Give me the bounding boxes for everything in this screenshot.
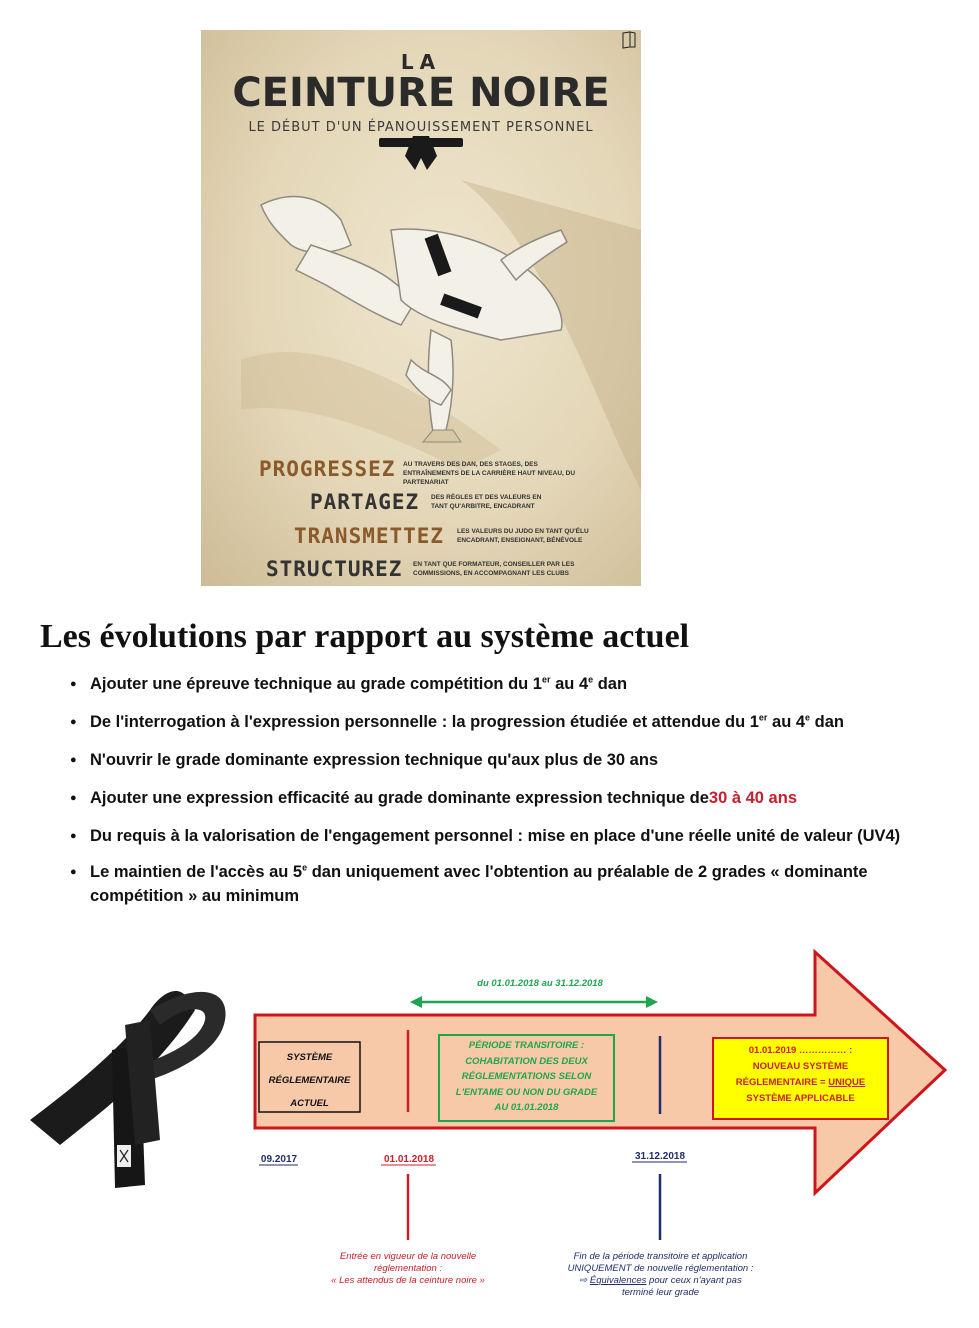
current-system-line: ACTUEL — [290, 1098, 329, 1109]
poster-desc-partagez: DES RÈGLES ET DES VALEURS EN TANT QU'ARBITRE, ENCADRANT — [431, 494, 542, 510]
current-system-line: SYSTÈME — [286, 1052, 333, 1063]
poster-desc-structurez: EN TANT QUE FORMATEUR, CONSEILLER PAR LES COMMISSIONS, EN ACCOMPAGNANT LES CLUBS — [413, 561, 575, 577]
transition-line: RÉGLEMENTATIONS SELON — [461, 1071, 592, 1082]
bullet-text: dan — [593, 675, 628, 693]
caption-line: Entrée en vigueur de la nouvelle — [339, 1251, 477, 1262]
list-item — [70, 710, 930, 734]
poster-word-structurez: STRUCTUREZ — [266, 557, 403, 581]
new-system-unique: UNIQUE — [828, 1077, 866, 1088]
bullet-text: dan — [810, 713, 844, 731]
superscript: er — [758, 712, 768, 723]
poster-word-transmettez: TRANSMETTEZ — [294, 524, 445, 548]
new-system-label — [713, 1043, 888, 1107]
caption-line: réglementation : — [373, 1263, 443, 1274]
bullet-text: Du requis à la valorisation de l'engagement personnel : mise en place d'une réelle unité de valeur (UV4) — [90, 827, 901, 845]
bullet-text: Ajouter une épreuve technique au grade compétition du 1 — [90, 675, 542, 693]
arrow-icon: ⇨ — [579, 1275, 590, 1286]
poster-title: CEINTURE NOIRE — [232, 70, 610, 116]
poster-word-progressez: PROGRESSEZ — [259, 457, 396, 481]
poster-desc-progressez: AU TRAVERS DES DAN, DES STAGES, DES ENTRAÎNEMENTS DE LA CARRIÈRE HAUT NIVEAU, DU PARTENARIAT — [403, 461, 576, 486]
bullet-text: au 4 — [767, 713, 806, 731]
transition-line: COHABITATION DES DEUX — [465, 1055, 588, 1067]
superscript: e — [302, 862, 308, 873]
new-system-line — [713, 1075, 888, 1091]
list-item — [70, 824, 930, 848]
new-system-text: RÉGLEMENTAIRE = — [735, 1077, 829, 1088]
caption-text: pour ceux n'ayant pas — [646, 1275, 742, 1286]
transition-line: PÉRIODE TRANSITOIRE : — [468, 1040, 585, 1051]
new-system-line: SYSTÈME APPLICABLE — [746, 1093, 855, 1104]
current-system-line: RÉGLEMENTAIRE — [268, 1075, 351, 1086]
transition-range-arrow — [410, 996, 658, 1008]
bullet-text: De l'interrogation à l'expression personnelle : la progression étudiée et attendue du 1 — [90, 713, 759, 731]
superscript: e — [588, 674, 594, 685]
new-system-line: NOUVEAU SYSTÈME — [752, 1061, 849, 1072]
list-item — [70, 748, 930, 772]
caption-equivalences: Équivalences — [589, 1275, 647, 1286]
bullet-text: Ajouter une expression efficacité au grade dominante expression technique de — [90, 789, 709, 807]
poster-image — [201, 30, 641, 586]
current-system-label — [259, 1046, 360, 1115]
superscript: er — [542, 674, 551, 685]
belt-knot-icon — [379, 136, 463, 170]
bullet-text: Le maintien de l'accès au 5 — [90, 863, 303, 881]
poster-subtitle: LE DÉBUT D'UN ÉPANOUISSEMENT PERSONNEL — [248, 120, 594, 135]
list-item — [70, 786, 930, 810]
bullet-text: dan uniquement avec l'obtention au préalable de 2 grades « dominante compétition » au minimum — [90, 863, 868, 905]
caption-new-rules — [308, 1251, 508, 1287]
bullet-text: au 4 — [550, 675, 589, 693]
black-belt-image — [30, 991, 226, 1188]
poster-la: LA — [400, 50, 442, 74]
highlight-age-range: 30 à 40 ans — [708, 789, 797, 807]
transition-range-label: du 01.01.2018 au 31.12.2018 — [477, 978, 603, 989]
section-heading: Les évolutions par rapport au système actuel — [40, 618, 690, 655]
transition-period-label — [439, 1038, 614, 1116]
caption-line: « Les attendus de la ceinture noire » — [331, 1275, 485, 1286]
caption-line: UNIQUEMENT de nouvelle réglementation : — [567, 1263, 754, 1274]
caption-line — [548, 1275, 773, 1287]
superscript: e — [805, 712, 811, 723]
caption-line: Fin de la période transitoire et application — [573, 1251, 748, 1262]
bullet-text: N'ouvrir le grade dominante expression technique qu'aux plus de 30 ans — [90, 751, 659, 769]
list-item — [70, 860, 930, 908]
transition-line: L'ENTAME OU NON DU GRADE — [455, 1086, 598, 1098]
caption-line: terminé leur grade — [621, 1287, 700, 1298]
poster-word-partagez: PARTAGEZ — [310, 490, 420, 514]
page-icon — [622, 31, 636, 49]
date-2018-start: 01.01.2018 — [383, 1154, 435, 1165]
transition-line: AU 01.01.2018 — [494, 1102, 559, 1113]
evolution-list — [70, 672, 930, 922]
poster-desc-transmettez: LES VALEURS DU JUDO EN TANT QU'ÉLU ENCADRANT, ENSEIGNANT, BÉNÉVOLE — [457, 528, 589, 544]
caption-end-transition — [548, 1251, 773, 1299]
list-item — [70, 672, 930, 696]
new-system-date: 01.01.2019 …………… : — [748, 1045, 853, 1056]
date-2018-end: 31.12.2018 — [634, 1151, 686, 1162]
date-2017: 09.2017 — [260, 1154, 298, 1165]
